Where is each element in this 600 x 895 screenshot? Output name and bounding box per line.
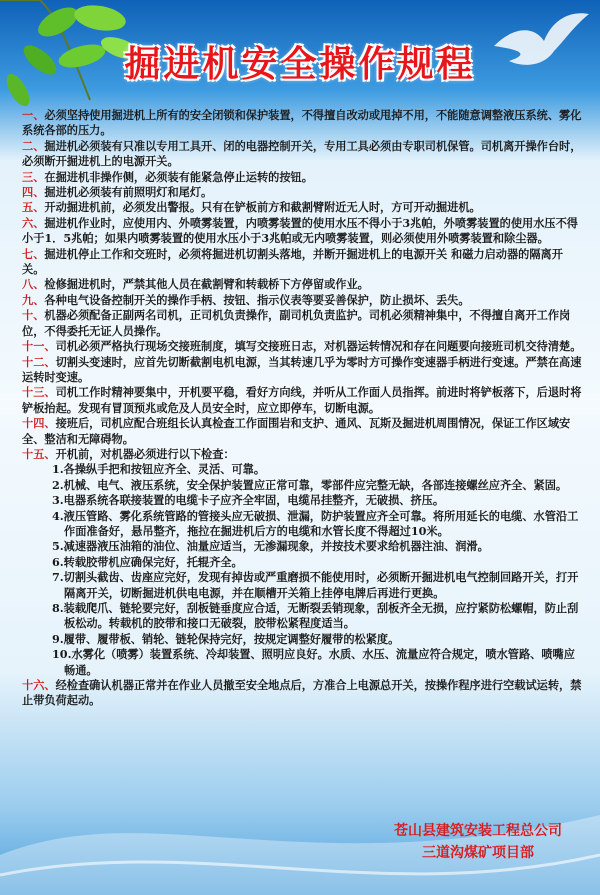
rule-6: 六、掘进机作业时，应使用内、外喷雾装置，内喷雾装置的使用水压不得小于3兆帕，外喷雾装置的使用水压不得小于1．5兆帕；如果内喷雾装置的使用水压小于3兆帕或无内喷雾装置，则必须使用外喷雾装置和除尘器。 <box>22 215 578 246</box>
check-item-8: 8.装载爬爪、链轮要完好，刮板链垂度应合适，无断裂丢销现象，刮板齐全无损，应拧紧防松螺帽，防止刮板松动。转载机的胶带和接口无破裂，胶带松紧程度适当。 <box>52 601 579 631</box>
check-item-10: 10.水雾化（喷雾）装置系统、冷却装置、照明应良好。水质、水压、流量应符合规定，喷水管路、喷嘴应畅通。 <box>52 647 575 677</box>
rule-12: 十二、切割头变速时，应首先切断截割电机电源，当其转速几乎为零时方可操作变速器手柄进行变速。严禁在高速运转时变速。 <box>22 354 582 384</box>
check-item-7: 7.切割头截齿、齿座应完好，发现有掉齿或严重磨损不能使用时，必须断开掘进机电气控制回路开关，打开隔离开关，切断掘进机供电电源，并在顺槽开关箱上挂停电牌后再进行更换。 <box>52 570 579 600</box>
rule-1: 一、必须坚持使用掘进机上所有的安全闭锁和保护装置，不得擅自改动或甩掉不用，不能随意调整液压系统、雾化系统各部的压力。 <box>22 108 582 138</box>
rule-3: 三、在掘进机非操作侧，必须装有能紧急停止运转的按钮。 <box>22 169 313 184</box>
wave-decoration <box>0 735 600 895</box>
check-item-4: 4.液压管路、雾化系统管路的管接头应无破损、泄漏，防护装置应齐全可靠。将所用延长的电缆、水管沿工作面准备好，悬吊整齐，拖拉在掘进机后方的电缆和水管长度不得超过10米。 <box>52 508 579 538</box>
check-item-6: 6.转载胶带机应确保完好，托辊齐全。 <box>52 554 243 569</box>
page-title: 掘进机安全操作规程 <box>124 44 476 85</box>
rule-11: 十一、司机必须严格执行现场交接班制度，填写交接班日志，对机器运转情况和存在问题要向接班司机交待清楚。 <box>22 339 582 354</box>
rules-list <box>22 108 582 709</box>
check-item-2: 2.机械、电气、液压系统，安全保护装置应正常可靠，零部件应完整无缺，各部连接螺丝应齐全、紧固。 <box>52 477 568 492</box>
rule-14: 十四、接班后，司机应配合班组长认真检查工作面围岩和支护、通风、瓦斯及掘进机周围情况，保证工作区域安全、整洁和无障碍物。 <box>22 416 571 446</box>
check-item-1: 1.各操纵手把和按钮应齐全、灵活、可靠。 <box>52 462 266 477</box>
company-signature <box>394 820 562 864</box>
rule-8: 八、检修掘进机时，严禁其他人员在截割臂和转载桥下方停留或作业。 <box>22 277 369 292</box>
rule-16: 十六、经检查确认机器正常并在作业人员撤至安全地点后，方准合上电源总开关，按操作程序进行空载试运转，禁止带负荷起动。 <box>22 678 582 708</box>
company-name: 苍山县建筑安装工程总公司 <box>394 823 562 839</box>
check-item-9: 9.履带、履带板、销轮、链轮保持完好，按规定调整好履带的松紧度。 <box>52 631 400 646</box>
rule-9: 九、各种电气设备控制开关的操作手柄、按钮、指示仪表等要妥善保护，防止损坏、丢失。 <box>22 292 470 307</box>
rule-7: 七、掘进机停止工作和交班时，必须将掘进机切割头落地，并断开掘进机上的电源开关 和磁力启动器的隔离开关。 <box>22 246 563 277</box>
check-item-5: 5.减速器液压油箱的油位、油量应适当，无渗漏现象，并按技术要求给机器注油、润滑。 <box>52 539 489 554</box>
rule-2: 二、掘进机必须装有只准以专用工具开、闭的电器控制开关，专用工具必须由专职司机保管。司机离开操作台时，必须断开掘进机上的电源开关。 <box>22 138 582 169</box>
rule-4: 四、掘进机必须装有前照明灯和尾灯。 <box>22 185 213 200</box>
rule-10: 十、机器必须配备正副两名司机，正司机负责操作，副司机负责监护。司机必须精神集中，不得擅自离开工作岗位，不得委托无证人员操作。 <box>22 308 571 338</box>
check-item-3: 3.电器系统各联接装置的电缆卡子应齐全牢固，电缆吊挂整齐，无破损、挤压。 <box>52 493 445 508</box>
project-department: 三道沟煤矿项目部 <box>422 845 534 861</box>
rule-15: 十五、开机前，对机器必须进行以下检查： <box>22 446 235 461</box>
rule-13: 十三、司机工作时精神要集中，开机要平稳，看好方向线，并听从工作面人员指挥。前进时将铲板落下，后退时将铲板抬起。发现有冒顶预兆或危及人员安全时，应立即停车，切断电源。 <box>22 385 582 415</box>
rule-5: 五、开动掘进机前，必须发出警报。只有在铲板前方和截割臂附近无人时，方可开动掘进机。 <box>22 200 481 215</box>
